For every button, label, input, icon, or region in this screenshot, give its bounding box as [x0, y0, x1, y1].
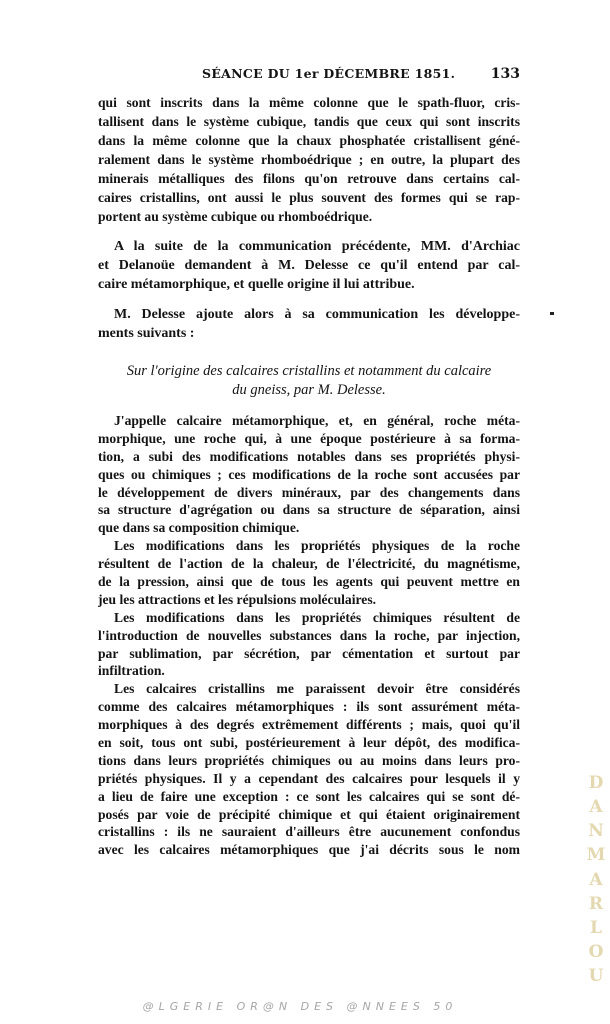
text-line: portent au système cubique ou rhomboédrique. — [98, 209, 373, 224]
text-line: ralement dans le système rhomboédrique ; en outre, la plupart des — [98, 152, 520, 167]
watermark-letter: A — [589, 869, 603, 890]
watermark-letter: A — [589, 797, 603, 818]
text-line: tion, a subi des modifications notables dans ses propriétés physi- — [98, 448, 520, 464]
paragraph-reply — [98, 305, 520, 343]
watermark-letter: U — [588, 966, 604, 986]
text-line: ques ou chimiques ; ces modifications de la roche sont accusées par — [98, 466, 520, 482]
text-line: qui sont inscrits dans la même colonne que le spath-fluor, cris- — [98, 95, 520, 110]
text-line: Les calcaires cristallins me paraissent devoir être considérés — [114, 681, 520, 697]
section-title — [98, 362, 520, 400]
text-line: ments suivants : — [98, 326, 195, 341]
text-line: avec les calcaires métamorphiques que j'ai décrits sous le nom — [98, 842, 520, 858]
watermark-letter: L — [590, 917, 602, 938]
text-line: M. Delesse ajoute alors à sa communication les développe- — [114, 307, 520, 322]
watermark-letter: M — [586, 845, 606, 866]
text-line: jeu les attractions et les répulsions moléculaires. — [98, 591, 377, 607]
text-line: minerais métalliques des filons qu'on retrouve dans certains cal- — [98, 171, 520, 186]
text-line: morphiques à des degrés extrêmement différents ; mais, quoi qu'il — [98, 717, 520, 733]
text-line: Les modifications dans les propriétés chimiques résultent de — [114, 609, 520, 625]
text-line: cristallins : ils ne sauraient d'ailleurs être aucunement confondus — [98, 824, 520, 840]
text-line: que dans sa composition chimique. — [98, 520, 300, 536]
text-line: et Delanoüe demandent à M. Delesse ce qu'il entend par cal- — [98, 258, 520, 273]
watermark-letter: D — [588, 773, 604, 793]
title-line: du gneiss, par M. Delesse. — [232, 382, 386, 398]
text-line: J'appelle calcaire métamorphique, et, en général, roche méta- — [114, 413, 520, 428]
text-line: morphique, une roche qui, à une époque postérieure à sa forma- — [98, 430, 520, 446]
text-line: priétés physiques. Il y a cependant des calcaires pour lesquels il y — [98, 770, 520, 786]
text-line: tallisent dans le système cubique, tandis que ceux qui sont inscrits — [98, 114, 520, 129]
paragraph-question — [98, 237, 520, 294]
title-line: Sur l'origine des calcaires cristallins et notamment du calcaire — [126, 363, 492, 379]
text-line: résultent de l'action de la chaleur, de l'électricité, du magnétisme, — [98, 556, 520, 572]
running-title: SÉANCE DU 1er DÉCEMBRE 1851. — [202, 66, 456, 81]
watermark-letter: O — [588, 941, 604, 962]
text-line: Les modifications dans les propriétés physiques de la roche — [114, 538, 520, 554]
text-line: de la pression, ainsi que de tous les agents qui peuvent mettre en — [98, 574, 520, 590]
page-number: 133 — [490, 66, 520, 82]
running-head — [98, 66, 520, 86]
text-line: posés par voie de précipité chimique et qui étaient originairement — [98, 806, 520, 822]
text-line: le développement de divers minéraux, par des changements dans — [98, 484, 520, 500]
text-line: infiltration. — [98, 663, 165, 679]
side-watermark — [578, 775, 610, 985]
watermark-letter: N — [588, 821, 604, 842]
text-line: a lieu de faire une exception : ce sont les calcaires qui se sont dé- — [98, 788, 520, 804]
text-line: l'introduction de nouvelles substances dans la roche, par injection, — [98, 627, 520, 643]
text-line: dans la même colonne que la chaux phosphatée cristallisent géné- — [98, 133, 520, 148]
text-line: sa structure d'agrégation ou dans sa structure de séparation, ainsi — [98, 502, 520, 518]
paragraph-crystal-systems — [98, 93, 520, 226]
stray-mark — [550, 312, 554, 315]
watermark-letter: R — [588, 893, 604, 914]
text-line: A la suite de la communication précédente, MM. d'Archiac — [114, 239, 520, 254]
bottom-watermark: @LGERIE OR@N DES @NNEES 50 — [142, 1000, 458, 1013]
text-line: caires cristallins, ont aussi le plus souvent des formes qui se rap- — [98, 190, 520, 205]
text-line: caire métamorphique, et quelle origine il lui attribue. — [98, 277, 415, 292]
text-line: tions dans leurs propriétés chimiques ou au moins dans leurs pro- — [98, 752, 520, 768]
text-line: en soit, tous ont subi, postérieurement à leur dépôt, des modifica- — [98, 735, 520, 751]
body-text — [98, 412, 520, 859]
text-line: comme des calcaires métamorphiques : ils sont assurément méta- — [98, 699, 520, 715]
text-line: par sublimation, par sécrétion, par cémentation et surtout par — [98, 645, 520, 661]
